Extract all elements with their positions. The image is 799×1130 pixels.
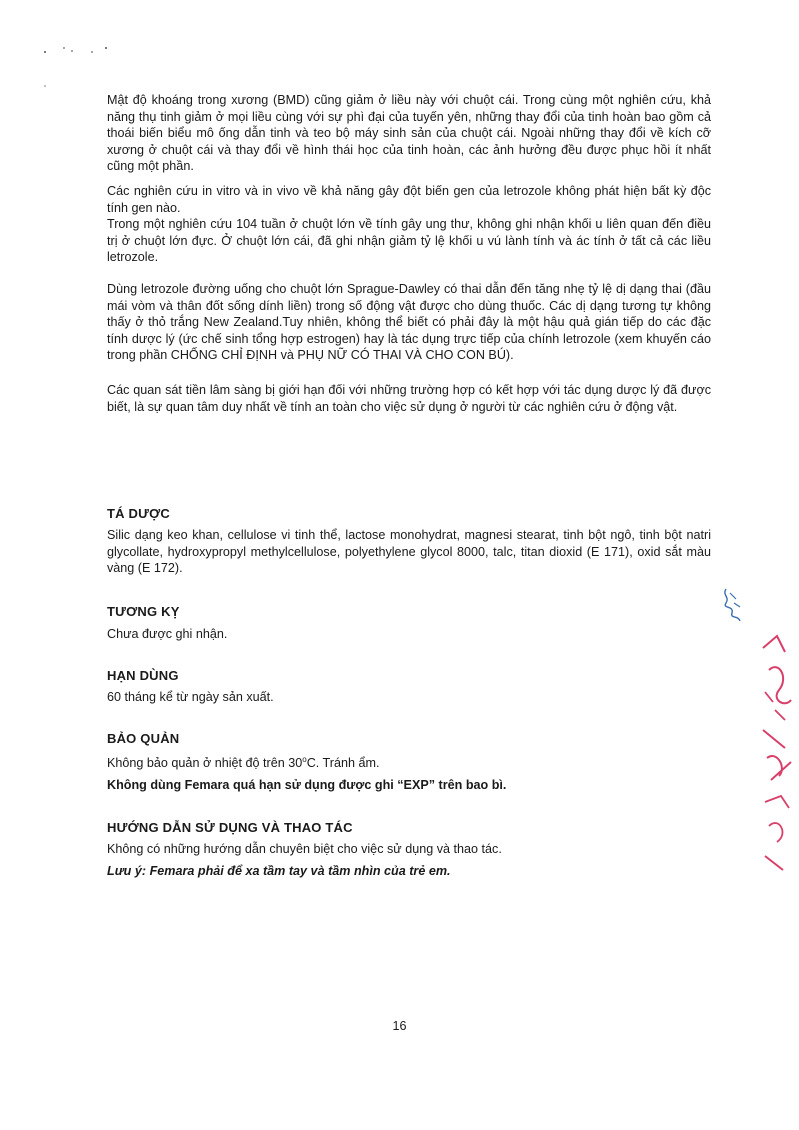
- storage-warning: Không dùng Femara quá hạn sử dụng được ghi “EXP” trên bao bì.: [107, 778, 507, 792]
- children-warning-note: Lưu ý: Femara phải để xa tầm tay và tầm nhìn của trẻ em.: [107, 864, 451, 878]
- section-text-han-dung: 60 tháng kể từ ngày sản xuất.: [107, 690, 274, 704]
- body-paragraph: Dùng letrozole đường uống cho chuột lớn Sprague-Dawley có thai dẫn đến tăng nhẹ tỷ lệ dị dạng thai (đầu mái vòm và thân đốt sống dính liền) trong số động vật được cho dùng thuốc. Các dị dạng tương tự không thấy ở thỏ trắng New Zealand.Tuy nhiên, không thể biết có phải đây là một hậu quả gián tiếp do các đặc tính dược lý (ức chế sinh tổng hợp estrogen) hay là tác dụng trực tiếp của chính letrozole (xem khuyến cáo trong phần CHỐNG CHỈ ĐỊNH và PHỤ NỮ CÓ THAI VÀ CHO CON BÚ).: [107, 282, 711, 363]
- section-heading-bao-quan: BẢO QUẢN: [107, 731, 180, 746]
- stamp-mark: [755, 630, 799, 880]
- body-paragraph: Trong một nghiên cứu 104 tuần ở chuột lớn về tính gây ung thư, không ghi nhận khối u liên quan đến điều trị ở chuột lớn đực. Ở chuột lớn cái, đã ghi nhận giảm tỷ lệ khối u vú lành tính và ác tính ở tất cả các liều letrozole.: [107, 217, 711, 265]
- scan-noise-marks: [40, 44, 120, 94]
- page-number: 16: [392, 1019, 407, 1033]
- section-text-ta-duoc: Silic dạng keo khan, cellulose vi tinh thể, lactose monohydrat, magnesi stearat, tinh bột ngô, tinh bột natri glycollate, hydroxypropyl methylcellulose, polyethylene glycol 8000, talc, titan dioxid (E 171), oxid sắt màu vàng (E 172).: [107, 528, 711, 576]
- section-heading-tuong-ky: TƯƠNG KỴ: [107, 604, 180, 619]
- body-paragraph: Các nghiên cứu in vitro và in vivo về khả năng gây đột biến gen của letrozole không phát hiện bất kỳ độc tính gen nào.: [107, 184, 711, 215]
- storage-text-prefix: Không bảo quản ở nhiệt độ trên 30: [107, 756, 303, 771]
- signature-mark: [716, 585, 750, 625]
- body-paragraph: Các quan sát tiền lâm sàng bị giới hạn đối với những trường hợp có kết hợp với tác dụng dược lý đã được biết, là sự quan tâm duy nhất về tính an toàn cho việc sử dụng ở người từ các nghiên cứu ở động vật.: [107, 383, 711, 414]
- body-paragraph: Mật độ khoáng trong xương (BMD) cũng giảm ở liều này với chuột cái. Trong cùng một nghiên cứu, khả năng thụ tinh giảm ở mọi liều cùng với sự phì đại của tuyến yên, những thay đổi của tinh hoàn bao gồm cả thoái biến biểu mô ống dẫn tinh và teo bộ máy sinh sản của chuột cái. Ngoài những thay đổi về kích cỡ xương ở chuột cái và thay đổi về hình thái học của tinh hoàn, các ảnh hưởng đều được phục hồi ít nhất cũng một phần.: [107, 93, 711, 174]
- section-text-huong-dan: Không có những hướng dẫn chuyên biệt cho việc sử dụng và thao tác.: [107, 842, 502, 856]
- section-text-bao-quan: [107, 752, 379, 772]
- section-heading-ta-duoc: TÁ DƯỢC: [107, 506, 170, 521]
- section-heading-han-dung: HẠN DÙNG: [107, 668, 179, 683]
- degree-superscript: o: [302, 755, 307, 764]
- section-heading-huong-dan: HƯỚNG DẪN SỬ DỤNG VÀ THAO TÁC: [107, 820, 353, 835]
- storage-text-suffix: C. Tránh ẩm.: [306, 756, 380, 771]
- section-text-tuong-ky: Chưa được ghi nhận.: [107, 627, 228, 641]
